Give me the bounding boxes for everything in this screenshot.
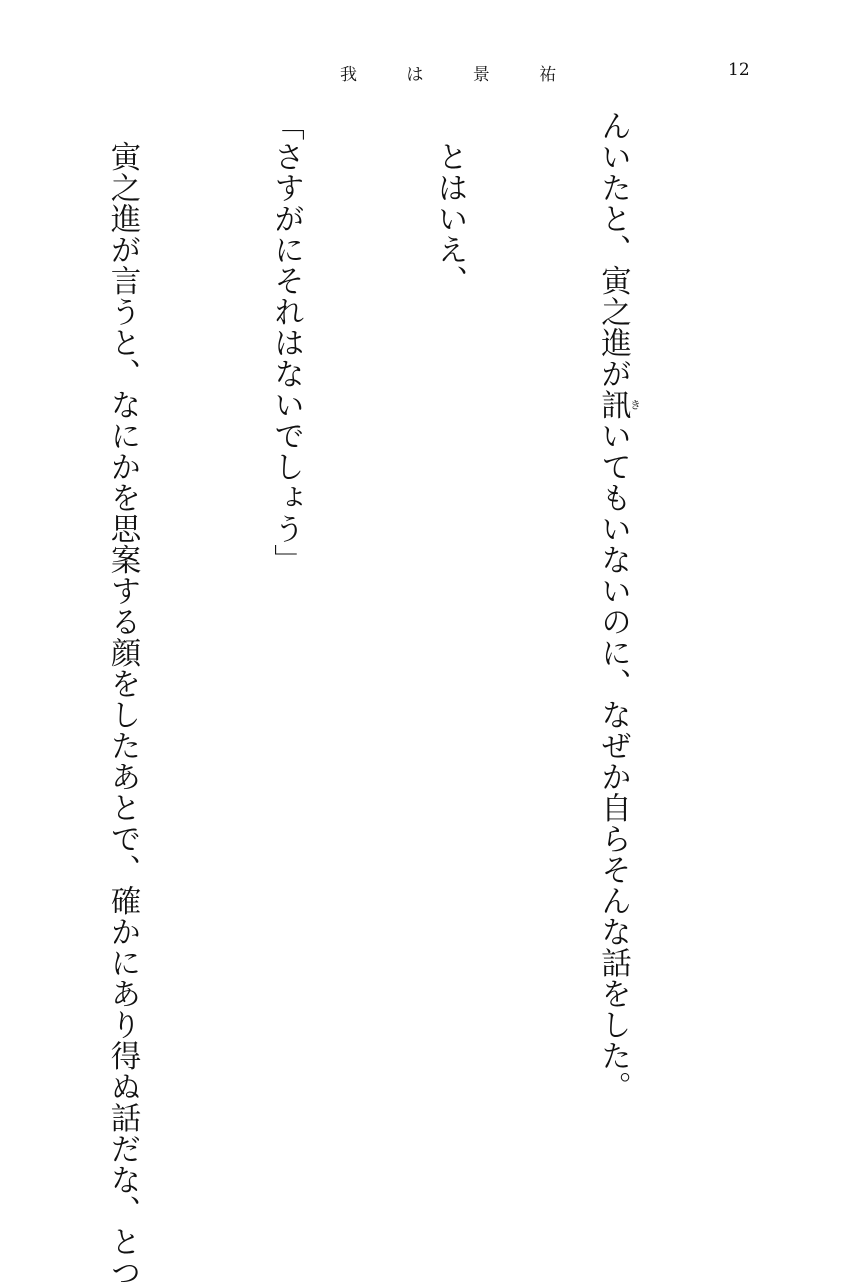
text-line-3: 「さすがにそれはないでしょう」: [268, 110, 304, 575]
vertical-body-text: [90, 110, 750, 1288]
running-header-title: 我 は 景 祐: [340, 65, 579, 85]
page-number: 12: [728, 60, 750, 80]
ruby-kiku: 訊き: [595, 389, 642, 420]
text-line-4: 寅之進が言うと、なにかを思案する顔をしたあとで、確かにあり得ぬ話だな、とつ: [105, 110, 140, 1288]
text-line-2: とはいえ、: [432, 110, 467, 296]
text-line-1: んいたと、寅之進が訊きいてもいないのに、なぜか自らそんな話をした。: [595, 110, 642, 1102]
